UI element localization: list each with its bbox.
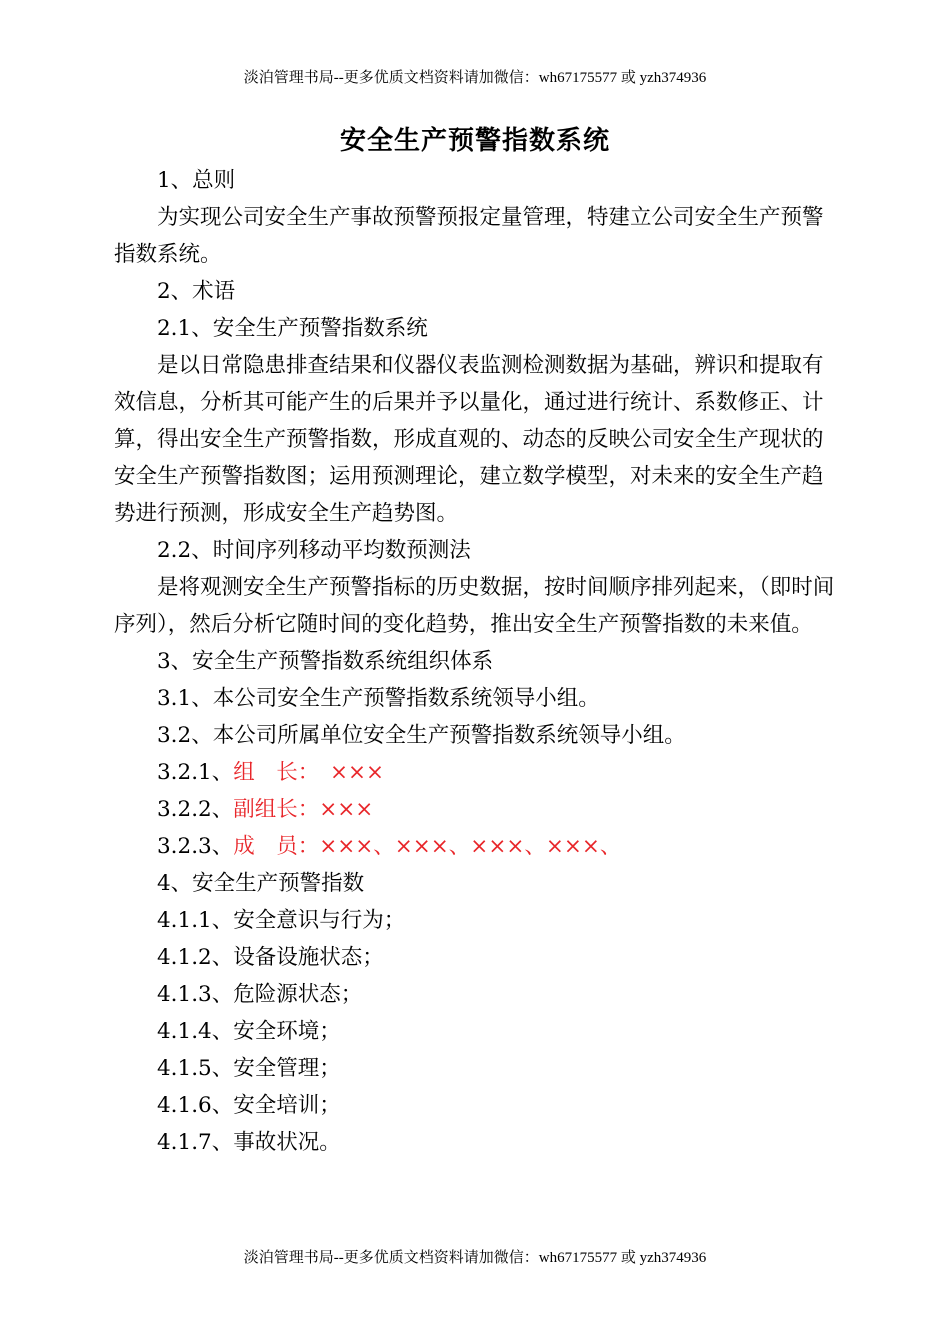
section-3-heading: 3、安全生产预警指数系统组织体系 <box>157 649 494 674</box>
section-3-2-1-number: 3.2.1、 <box>157 760 234 785</box>
page-footer: 淡泊管理书局--更多优质文档资料请加微信：wh67175577 或 yzh374936 <box>243 1250 707 1266</box>
section-2-2-text: 是将观测安全生产预警指标的历史数据，按时间顺序排列起来，（即时间序列），然后分析它随时间的变化趋势，推出安全生产预警指数的未来值。 <box>114 575 835 637</box>
section-3-1: 3.1、本公司安全生产预警指数系统领导小组。 <box>157 686 600 711</box>
section-2-1-heading: 2.1、安全生产预警指数系统 <box>157 316 428 341</box>
document-body <box>114 162 840 1161</box>
section-2-1-text: 是以日常隐患排查结果和仪器仪表监测检测数据为基础，辨识和提取有效信息，分析其可能产生的后果并予以量化，通过进行统计、系数修正、计算，得出安全生产预警指数，形成直观的、动态的反映公司安全生产现状的安全生产预警指数图；运用预测理论，建立数学模型，对未来的安全生产趋势进行预测，形成安全生产趋势图。 <box>114 353 824 526</box>
deputy-leader-line: 副组长：××× <box>233 797 374 822</box>
group-leader-line: 组 长： ××× <box>233 760 385 785</box>
list-item: 4.1.1、安全意识与行为； <box>157 908 406 933</box>
page-header: 淡泊管理书局--更多优质文档资料请加微信：wh67175577 或 yzh374936 <box>243 70 707 86</box>
list-item: 4.1.7、事故状况。 <box>157 1130 341 1155</box>
section-2-2-heading: 2.2、时间序列移动平均数预测法 <box>157 538 471 563</box>
section-3-2-2-number: 3.2.2、 <box>157 797 234 822</box>
list-item: 4.1.4、安全环境； <box>157 1019 341 1044</box>
section-3-2-3-number: 3.2.3、 <box>157 834 234 859</box>
list-item: 4.1.6、安全培训； <box>157 1093 341 1118</box>
members-line: 成 员：×××、×××、×××、×××、 <box>233 834 622 859</box>
section-3-2: 3.2、本公司所属单位安全生产预警指数系统领导小组。 <box>157 723 686 748</box>
section-1-text: 为实现公司安全生产事故预警预报定量管理，特建立公司安全生产预警指数系统。 <box>114 205 824 267</box>
list-item: 4.1.3、危险源状态； <box>157 982 363 1007</box>
section-3-2-3 <box>114 828 840 865</box>
document-title: 安全生产预警指数系统 <box>339 126 610 156</box>
section-3-2-2 <box>114 791 840 828</box>
section-4-heading: 4、安全生产预警指数 <box>157 871 365 896</box>
section-3-2-1 <box>114 754 840 791</box>
section-2-heading: 2、术语 <box>157 279 236 304</box>
list-item: 4.1.2、设备设施状态； <box>157 945 384 970</box>
list-item: 4.1.5、安全管理； <box>157 1056 341 1081</box>
section-1-heading: 1、总则 <box>157 168 236 193</box>
